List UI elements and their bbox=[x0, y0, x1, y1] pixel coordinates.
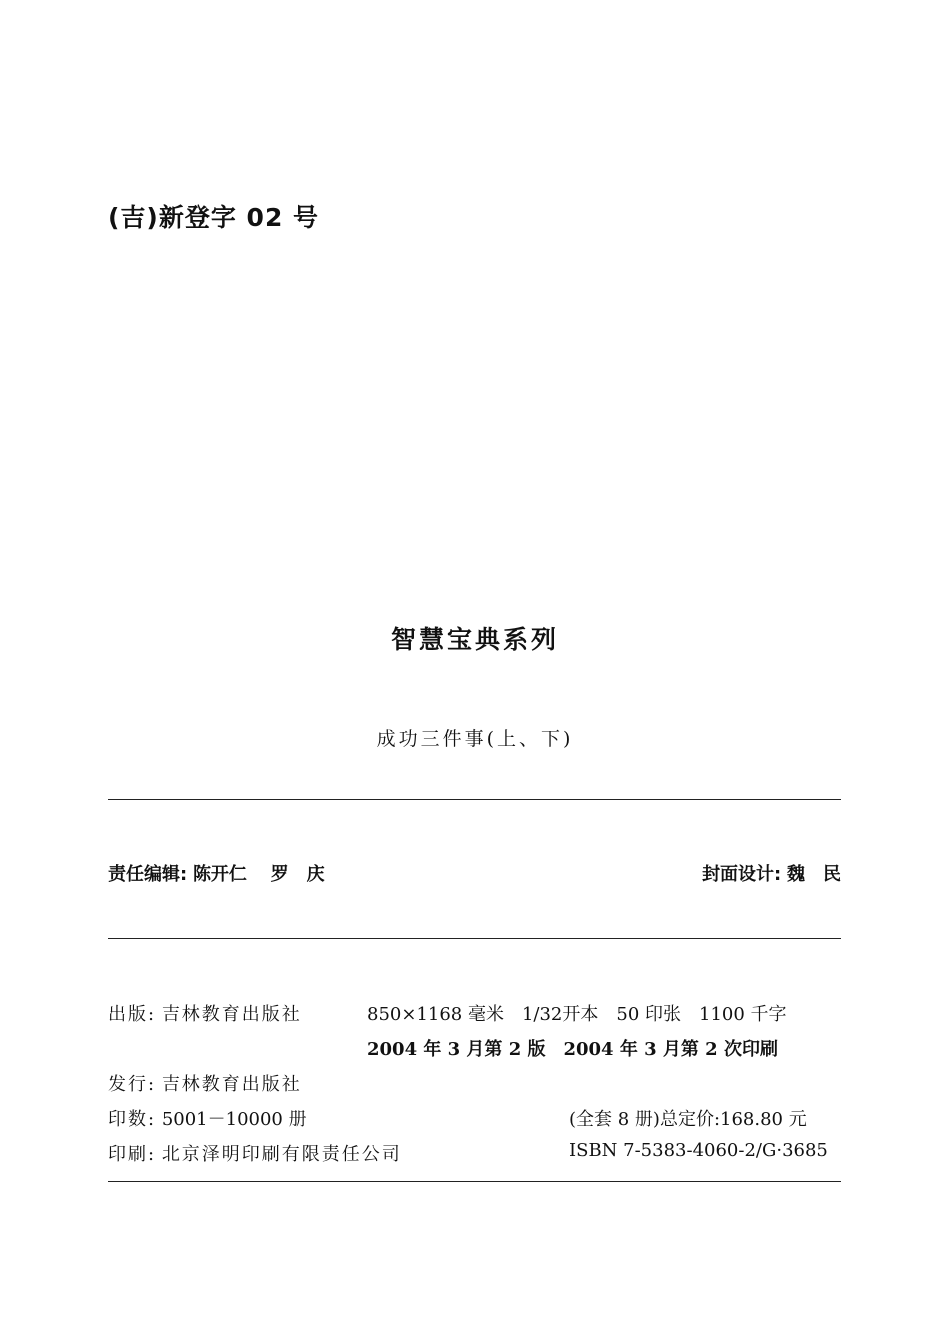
edition-info: 2004 年 3 月第 2 版 2004 年 3 月第 2 次印刷 bbox=[367, 1039, 778, 1060]
divider bbox=[108, 799, 841, 800]
cover-design-credit bbox=[702, 860, 841, 886]
editor-name: 罗 庆 bbox=[270, 864, 325, 885]
divider bbox=[108, 938, 841, 939]
print-run-label: 印数: bbox=[108, 1109, 157, 1130]
distributor-label: 发行: bbox=[108, 1074, 157, 1095]
series-title: 智慧宝典系列 bbox=[390, 625, 559, 654]
registration-number: (吉)新登字 02 号 bbox=[108, 203, 320, 232]
cover-design-label: 封面设计: bbox=[702, 864, 782, 885]
distributor-line bbox=[108, 1070, 302, 1096]
publisher-label: 出版: bbox=[108, 1004, 157, 1025]
distributor-name: 吉林教育出版社 bbox=[161, 1074, 302, 1095]
printer-label: 印刷: bbox=[108, 1144, 157, 1165]
divider bbox=[108, 1181, 841, 1182]
editor-name: 陈开仁 bbox=[192, 864, 247, 885]
publisher-name: 吉林教育出版社 bbox=[161, 1004, 302, 1025]
cover-designer-name: 魏 民 bbox=[787, 864, 841, 885]
publisher-line bbox=[108, 1000, 302, 1026]
editor-label: 责任编辑: bbox=[108, 864, 188, 885]
printer-name: 北京泽明印刷有限责任公司 bbox=[161, 1144, 402, 1165]
isbn: ISBN 7-5383-4060-2/G·3685 bbox=[569, 1140, 828, 1161]
total-price: (全套 8 册)总定价:168.80 元 bbox=[569, 1109, 807, 1130]
print-run-value: 5001－10000 册 bbox=[161, 1109, 307, 1130]
printer-line bbox=[108, 1140, 402, 1166]
print-run-line bbox=[108, 1105, 307, 1131]
format-spec: 850×1168 毫米 1/32开本 50 印张 1100 千字 bbox=[367, 1004, 787, 1025]
editor-credit bbox=[108, 860, 325, 886]
book-title: 成功三件事(上、下) bbox=[376, 728, 574, 750]
